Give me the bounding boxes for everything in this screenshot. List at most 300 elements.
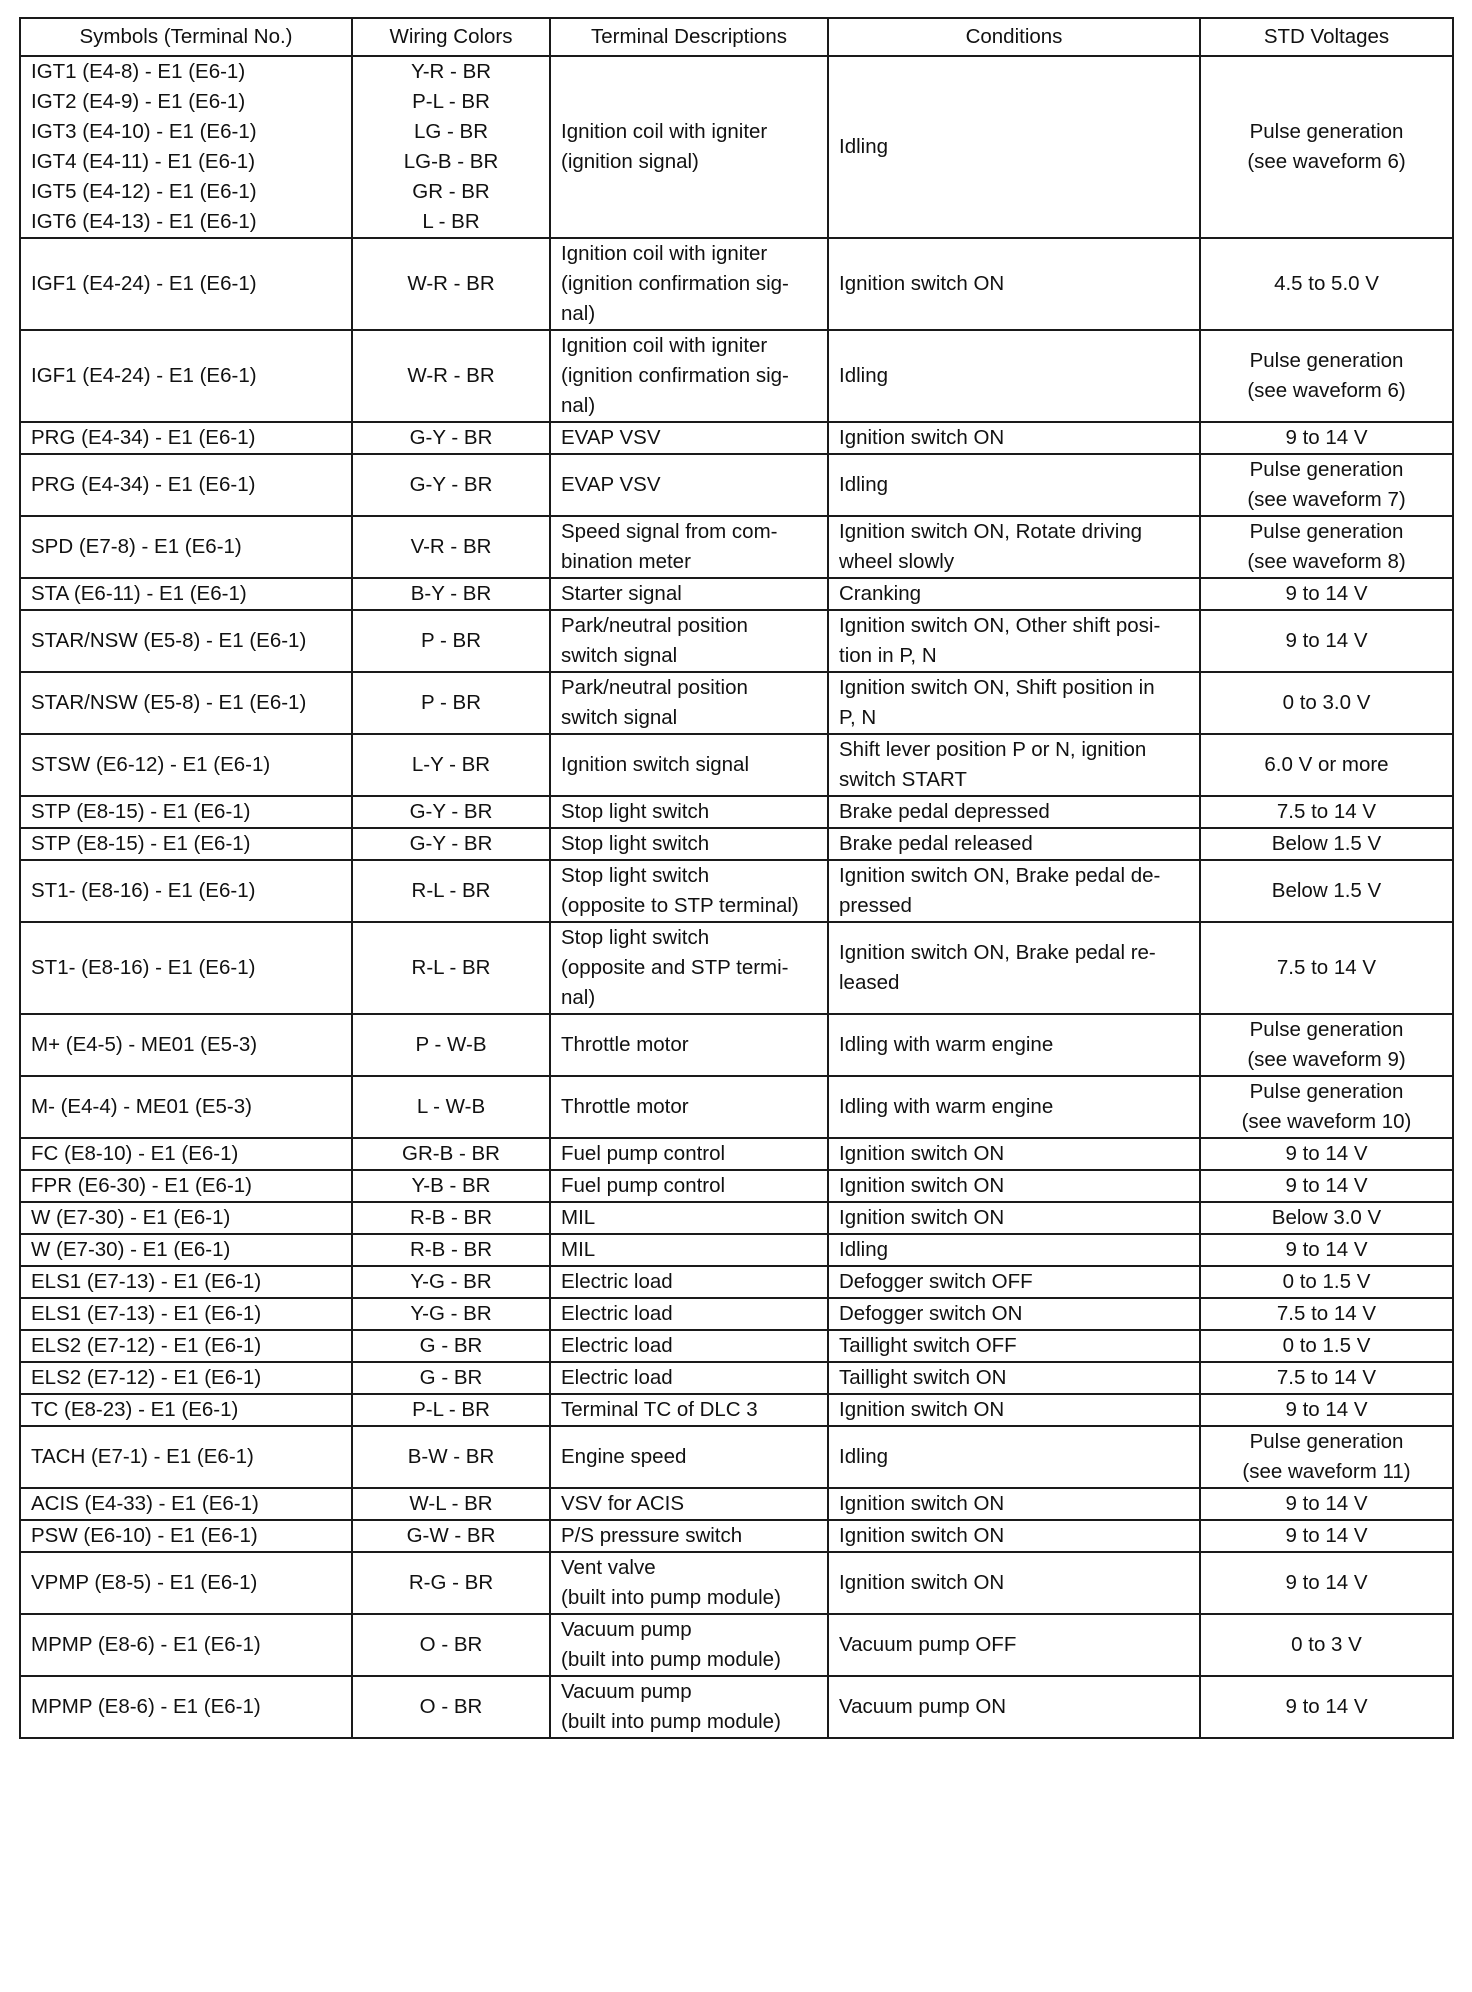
cell-wiring-color (352, 1394, 550, 1426)
cell-std-voltage (1200, 610, 1453, 672)
cell-terminal-description-line: MIL (561, 1238, 596, 1261)
cell-wiring-color (352, 454, 550, 516)
cell-symbol (20, 1614, 352, 1676)
header-symbols: Symbols (Terminal No.) (20, 18, 352, 56)
cell-symbol (20, 828, 352, 860)
cell-condition (828, 1266, 1200, 1298)
cell-terminal-description (550, 454, 828, 516)
cell-condition-line: Ignition switch ON, Brake pedal re- (839, 941, 1156, 964)
cell-condition-line: leased (839, 971, 900, 994)
cell-wiring-color-line: W-R - BR (407, 364, 495, 387)
cell-condition (828, 1488, 1200, 1520)
cell-terminal-description (550, 860, 828, 922)
cell-std-voltage (1200, 922, 1453, 1014)
cell-condition-line: Ignition switch ON (839, 1492, 1005, 1515)
cell-symbol (20, 238, 352, 330)
cell-terminal-description (550, 828, 828, 860)
header-std-voltages: STD Voltages (1200, 18, 1453, 56)
cell-std-voltage-line: 4.5 to 5.0 V (1274, 272, 1379, 295)
cell-condition-line: Ignition switch ON (839, 1174, 1005, 1197)
cell-wiring-color (352, 922, 550, 1014)
cell-symbol-line: FC (E8-10) - E1 (E6-1) (31, 1142, 239, 1165)
cell-std-voltage (1200, 1426, 1453, 1488)
cell-terminal-description-line: Engine speed (561, 1445, 687, 1468)
cell-std-voltage-line: 9 to 14 V (1285, 1174, 1368, 1197)
cell-symbol (20, 1076, 352, 1138)
cell-symbol (20, 1138, 352, 1170)
cell-std-voltage (1200, 1170, 1453, 1202)
cell-terminal-description (550, 1520, 828, 1552)
cell-symbol (20, 56, 352, 238)
cell-condition-line: Ignition switch ON (839, 1398, 1005, 1421)
cell-symbol (20, 1520, 352, 1552)
table-row (20, 1426, 1453, 1488)
cell-terminal-description-line: bination meter (561, 550, 691, 573)
cell-terminal-description-line: VSV for ACIS (561, 1492, 685, 1515)
cell-terminal-description-line: Starter signal (561, 582, 682, 605)
cell-std-voltage (1200, 1552, 1453, 1614)
table-row (20, 1014, 1453, 1076)
cell-wiring-color-line: P-L - BR (412, 90, 490, 113)
cell-symbol-line: PRG (E4-34) - E1 (E6-1) (31, 426, 256, 449)
cell-terminal-description-line: Ignition coil with igniter (561, 334, 768, 357)
cell-terminal-description-line: P/S pressure switch (561, 1524, 743, 1547)
table-row (20, 1202, 1453, 1234)
cell-std-voltage-line: 9 to 14 V (1285, 1695, 1368, 1718)
cell-terminal-description-line: Stop light switch (561, 800, 710, 823)
cell-std-voltage-line: (see waveform 9) (1247, 1048, 1406, 1071)
cell-symbol-line: ACIS (E4-33) - E1 (E6-1) (31, 1492, 259, 1515)
cell-symbol-line: ST1- (E8-16) - E1 (E6-1) (31, 879, 256, 902)
cell-condition-line: Idling with warm engine (839, 1033, 1054, 1056)
cell-std-voltage (1200, 516, 1453, 578)
cell-condition-line: Defogger switch OFF (839, 1270, 1033, 1293)
cell-wiring-color-line: Y-B - BR (411, 1174, 491, 1197)
cell-wiring-color-line: W-L - BR (409, 1492, 493, 1515)
cell-terminal-description-line: Throttle motor (561, 1095, 689, 1118)
cell-symbol-line: IGT1 (E4-8) - E1 (E6-1) (31, 60, 246, 83)
cell-condition (828, 56, 1200, 238)
cell-terminal-description-line: (opposite to STP terminal) (561, 894, 799, 917)
table-row (20, 828, 1453, 860)
cell-symbol (20, 1330, 352, 1362)
cell-symbol-line: M- (E4-4) - ME01 (E5-3) (31, 1095, 252, 1118)
cell-terminal-description-line: Ignition coil with igniter (561, 242, 768, 265)
cell-terminal-description-line: Vacuum pump (561, 1680, 692, 1703)
cell-terminal-description-line: EVAP VSV (561, 473, 661, 496)
cell-std-voltage-line: 9 to 14 V (1285, 582, 1368, 605)
cell-wiring-color (352, 672, 550, 734)
cell-symbol (20, 1170, 352, 1202)
cell-symbol (20, 578, 352, 610)
cell-wiring-color-line: GR-B - BR (402, 1142, 500, 1165)
cell-std-voltage (1200, 1138, 1453, 1170)
cell-condition-line: Vacuum pump ON (839, 1695, 1007, 1718)
cell-wiring-color-line: B-W - BR (407, 1445, 495, 1468)
cell-std-voltage (1200, 1234, 1453, 1266)
cell-wiring-color (352, 610, 550, 672)
cell-symbol (20, 1298, 352, 1330)
table-row (20, 1676, 1453, 1738)
cell-std-voltage-line: Pulse generation (1249, 520, 1404, 543)
cell-wiring-color-line: R-B - BR (410, 1206, 492, 1229)
cell-terminal-description (550, 422, 828, 454)
cell-terminal-description (550, 578, 828, 610)
cell-wiring-color (352, 1614, 550, 1676)
cell-terminal-description (550, 238, 828, 330)
cell-std-voltage-line: 7.5 to 14 V (1276, 1366, 1377, 1389)
cell-terminal-description (550, 796, 828, 828)
cell-symbol-line: IGT6 (E4-13) - E1 (E6-1) (31, 210, 257, 233)
cell-terminal-description (550, 1014, 828, 1076)
cell-terminal-description-line: (built into pump module) (561, 1586, 781, 1609)
table-row (20, 796, 1453, 828)
cell-std-voltage-line: Below 3.0 V (1271, 1206, 1382, 1229)
cell-terminal-description-line: nal) (561, 394, 596, 417)
cell-condition (828, 578, 1200, 610)
cell-symbol-line: PRG (E4-34) - E1 (E6-1) (31, 473, 256, 496)
cell-symbol (20, 1488, 352, 1520)
cell-wiring-color (352, 1266, 550, 1298)
cell-symbol-line: IGT5 (E4-12) - E1 (E6-1) (31, 180, 257, 203)
cell-wiring-color (352, 828, 550, 860)
cell-wiring-color-line: R-G - BR (408, 1571, 494, 1594)
cell-wiring-color (352, 1426, 550, 1488)
cell-terminal-description-line: Park/neutral position (561, 676, 748, 699)
cell-condition-line: switch START (839, 768, 967, 791)
header-conditions: Conditions (828, 18, 1200, 56)
cell-std-voltage-line: (see waveform 11) (1242, 1460, 1411, 1483)
cell-wiring-color (352, 1170, 550, 1202)
cell-wiring-color-line: G-Y - BR (409, 832, 493, 855)
cell-condition (828, 1330, 1200, 1362)
cell-condition (828, 1014, 1200, 1076)
cell-wiring-color-line: G - BR (419, 1334, 483, 1357)
cell-wiring-color-line: G - BR (419, 1366, 483, 1389)
table-row (20, 860, 1453, 922)
cell-terminal-description (550, 330, 828, 422)
cell-std-voltage (1200, 672, 1453, 734)
cell-condition-line: Ignition switch ON, Brake pedal de- (839, 864, 1161, 887)
cell-symbol-line: STAR/NSW (E5-8) - E1 (E6-1) (31, 629, 307, 652)
cell-symbol-line: ELS2 (E7-12) - E1 (E6-1) (31, 1334, 262, 1357)
cell-symbol-line: STSW (E6-12) - E1 (E6-1) (31, 753, 271, 776)
cell-symbol (20, 330, 352, 422)
cell-std-voltage-line: 7.5 to 14 V (1276, 800, 1377, 823)
cell-symbol (20, 860, 352, 922)
cell-wiring-color (352, 1202, 550, 1234)
cell-terminal-description (550, 610, 828, 672)
cell-wiring-color (352, 56, 550, 238)
cell-wiring-color (352, 796, 550, 828)
table-row (20, 454, 1453, 516)
cell-symbol-line: IGF1 (E4-24) - E1 (E6-1) (31, 364, 257, 387)
cell-terminal-description-line: (ignition confirmation sig- (561, 272, 789, 295)
cell-symbol-line: VPMP (E8-5) - E1 (E6-1) (31, 1571, 258, 1594)
cell-std-voltage (1200, 734, 1453, 796)
cell-wiring-color (352, 578, 550, 610)
cell-wiring-color (352, 1138, 550, 1170)
cell-symbol-line: W (E7-30) - E1 (E6-1) (31, 1238, 231, 1261)
cell-wiring-color (352, 1298, 550, 1330)
cell-wiring-color (352, 734, 550, 796)
cell-symbol (20, 1676, 352, 1738)
cell-condition-line: Idling (839, 1238, 889, 1261)
cell-std-voltage-line: 9 to 14 V (1285, 1398, 1368, 1421)
cell-std-voltage (1200, 828, 1453, 860)
cell-symbol-line: STP (E8-15) - E1 (E6-1) (31, 800, 251, 823)
cell-wiring-color-line: LG - BR (413, 120, 489, 143)
cell-terminal-description (550, 1676, 828, 1738)
cell-terminal-description-line: Ignition coil with igniter (561, 120, 768, 143)
cell-condition (828, 1076, 1200, 1138)
cell-symbol-line: IGT3 (E4-10) - E1 (E6-1) (31, 120, 257, 143)
cell-std-voltage-line: 9 to 14 V (1285, 426, 1368, 449)
cell-symbol (20, 1552, 352, 1614)
header-terminal-descriptions: Terminal Descriptions (550, 18, 828, 56)
cell-std-voltage (1200, 1298, 1453, 1330)
cell-std-voltage-line: Pulse generation (1249, 458, 1404, 481)
cell-condition-line: Ignition switch ON (839, 1142, 1005, 1165)
cell-std-voltage-line: 9 to 14 V (1285, 1238, 1368, 1261)
cell-symbol-line: STAR/NSW (E5-8) - E1 (E6-1) (31, 691, 307, 714)
table-row (20, 422, 1453, 454)
cell-std-voltage-line: (see waveform 10) (1241, 1110, 1412, 1133)
cell-condition (828, 330, 1200, 422)
cell-condition (828, 1552, 1200, 1614)
cell-condition (828, 672, 1200, 734)
cell-wiring-color-line: O - BR (419, 1633, 483, 1656)
table-row (20, 1362, 1453, 1394)
cell-symbol-line: TACH (E7-1) - E1 (E6-1) (31, 1445, 254, 1468)
table-row (20, 1138, 1453, 1170)
cell-std-voltage-line: 9 to 14 V (1285, 1492, 1368, 1515)
cell-condition (828, 1394, 1200, 1426)
cell-wiring-color-line: V-R - BR (410, 535, 492, 558)
cell-wiring-color (352, 1330, 550, 1362)
table-row (20, 238, 1453, 330)
cell-wiring-color-line: LG-B - BR (403, 150, 499, 173)
cell-condition-line: Idling (839, 364, 889, 387)
table-row (20, 1488, 1453, 1520)
cell-terminal-description-line: Electric load (561, 1366, 673, 1389)
cell-wiring-color-line: O - BR (419, 1695, 483, 1718)
cell-symbol (20, 1014, 352, 1076)
cell-std-voltage (1200, 1014, 1453, 1076)
table-row (20, 1298, 1453, 1330)
cell-terminal-description (550, 1234, 828, 1266)
table-row (20, 1394, 1453, 1426)
cell-symbol-line: STP (E8-15) - E1 (E6-1) (31, 832, 251, 855)
cell-terminal-description (550, 1266, 828, 1298)
cell-symbol-line: ELS2 (E7-12) - E1 (E6-1) (31, 1366, 262, 1389)
cell-terminal-description-line: EVAP VSV (561, 426, 661, 449)
cell-condition-line: Taillight switch OFF (839, 1334, 1017, 1357)
cell-symbol-line: IGF1 (E4-24) - E1 (E6-1) (31, 272, 257, 295)
cell-condition-line: Ignition switch ON (839, 1524, 1005, 1547)
cell-std-voltage-line: 6.0 V or more (1264, 753, 1389, 776)
cell-wiring-color-line: L - BR (422, 210, 480, 233)
table-row (20, 56, 1453, 238)
terminal-voltage-table-sheet (19, 17, 1454, 1739)
cell-condition (828, 1202, 1200, 1234)
cell-condition-line: Ignition switch ON, Other shift posi- (839, 614, 1161, 637)
table-row (20, 1170, 1453, 1202)
cell-std-voltage-line: Pulse generation (1249, 120, 1404, 143)
cell-wiring-color-line: P - BR (421, 629, 481, 652)
cell-terminal-description (550, 1202, 828, 1234)
cell-condition (828, 1138, 1200, 1170)
cell-terminal-description (550, 922, 828, 1014)
table-row (20, 516, 1453, 578)
cell-std-voltage-line: (see waveform 7) (1247, 488, 1406, 511)
cell-symbol (20, 610, 352, 672)
cell-wiring-color-line: G-Y - BR (409, 800, 493, 823)
cell-wiring-color-line: G-W - BR (406, 1524, 496, 1547)
cell-condition (828, 454, 1200, 516)
cell-std-voltage-line: 0 to 1.5 V (1282, 1270, 1371, 1293)
cell-wiring-color-line: W-R - BR (407, 272, 495, 295)
cell-wiring-color (352, 238, 550, 330)
cell-wiring-color (352, 422, 550, 454)
cell-terminal-description-line: MIL (561, 1206, 596, 1229)
cell-std-voltage-line: 9 to 14 V (1285, 1524, 1368, 1547)
cell-wiring-color (352, 1552, 550, 1614)
cell-condition-line: Cranking (839, 582, 922, 605)
cell-wiring-color-line: R-L - BR (411, 956, 491, 979)
table-row (20, 1076, 1453, 1138)
cell-condition-line: Ignition switch ON (839, 426, 1005, 449)
cell-terminal-description-line: nal) (561, 302, 596, 325)
table-body (20, 56, 1453, 1738)
cell-terminal-description-line: Stop light switch (561, 926, 710, 949)
cell-condition-line: Brake pedal released (839, 832, 1033, 855)
cell-symbol (20, 922, 352, 1014)
cell-std-voltage-line: Below 1.5 V (1271, 832, 1382, 855)
cell-wiring-color (352, 1362, 550, 1394)
cell-condition-line: Ignition switch ON (839, 1206, 1005, 1229)
cell-terminal-description-line: Vacuum pump (561, 1618, 692, 1641)
cell-terminal-description-line: Stop light switch (561, 864, 710, 887)
cell-terminal-description (550, 516, 828, 578)
cell-condition-line: Ignition switch ON, Shift position in (839, 676, 1155, 699)
cell-condition (828, 1676, 1200, 1738)
cell-terminal-description-line: Vent valve (561, 1556, 656, 1579)
cell-condition-line: pressed (839, 894, 912, 917)
cell-std-voltage-line: Pulse generation (1249, 1430, 1404, 1453)
table-row (20, 1330, 1453, 1362)
cell-symbol-line: SPD (E7-8) - E1 (E6-1) (31, 535, 242, 558)
cell-condition-line: Idling (839, 135, 889, 158)
cell-terminal-description-line: Stop light switch (561, 832, 710, 855)
cell-wiring-color (352, 1076, 550, 1138)
cell-std-voltage (1200, 796, 1453, 828)
cell-wiring-color (352, 860, 550, 922)
header-row (20, 18, 1453, 56)
cell-terminal-description-line: (ignition confirmation sig- (561, 364, 789, 387)
table-row (20, 1520, 1453, 1552)
header-wiring-colors: Wiring Colors (352, 18, 550, 56)
cell-terminal-description (550, 1138, 828, 1170)
table-row (20, 610, 1453, 672)
cell-terminal-description (550, 1394, 828, 1426)
cell-condition (828, 422, 1200, 454)
cell-std-voltage-line: Pulse generation (1249, 1018, 1404, 1041)
cell-std-voltage (1200, 1202, 1453, 1234)
cell-std-voltage (1200, 1614, 1453, 1676)
cell-std-voltage-line: Pulse generation (1249, 349, 1404, 372)
cell-condition-line: Ignition switch ON (839, 272, 1005, 295)
cell-std-voltage-line: 0 to 3 V (1291, 1633, 1362, 1656)
cell-std-voltage (1200, 1488, 1453, 1520)
cell-terminal-description-line: Electric load (561, 1302, 673, 1325)
cell-symbol (20, 422, 352, 454)
cell-symbol-line: FPR (E6-30) - E1 (E6-1) (31, 1174, 252, 1197)
cell-symbol-line: MPMP (E8-6) - E1 (E6-1) (31, 1633, 261, 1656)
cell-std-voltage-line: (see waveform 8) (1247, 550, 1406, 573)
cell-condition-line: Defogger switch ON (839, 1302, 1023, 1325)
table-row (20, 578, 1453, 610)
cell-terminal-description-line: (opposite and STP termi- (561, 956, 789, 979)
cell-wiring-color (352, 1488, 550, 1520)
cell-terminal-description (550, 1362, 828, 1394)
cell-terminal-description (550, 1330, 828, 1362)
cell-wiring-color-line: R-B - BR (410, 1238, 492, 1261)
cell-wiring-color (352, 1520, 550, 1552)
cell-symbol (20, 454, 352, 516)
cell-wiring-color (352, 1676, 550, 1738)
cell-terminal-description-line: Fuel pump control (561, 1174, 726, 1197)
cell-condition (828, 828, 1200, 860)
cell-std-voltage (1200, 1362, 1453, 1394)
cell-condition (828, 796, 1200, 828)
cell-terminal-description (550, 1426, 828, 1488)
cell-symbol-line: MPMP (E8-6) - E1 (E6-1) (31, 1695, 261, 1718)
cell-symbol-line: ELS1 (E7-13) - E1 (E6-1) (31, 1302, 262, 1325)
cell-symbol (20, 516, 352, 578)
cell-wiring-color-line: L - W-B (416, 1095, 486, 1118)
cell-condition-line: tion in P, N (839, 644, 937, 667)
cell-condition (828, 860, 1200, 922)
cell-symbol-line: M+ (E4-5) - ME01 (E5-3) (31, 1033, 258, 1056)
cell-wiring-color-line: G-Y - BR (409, 426, 493, 449)
cell-std-voltage (1200, 1266, 1453, 1298)
cell-terminal-description-line: Electric load (561, 1334, 673, 1357)
cell-wiring-color-line: R-L - BR (411, 879, 491, 902)
cell-wiring-color-line: Y-G - BR (410, 1302, 492, 1325)
cell-terminal-description (550, 1552, 828, 1614)
cell-std-voltage-line: Below 1.5 V (1271, 879, 1382, 902)
cell-terminal-description (550, 1614, 828, 1676)
cell-symbol (20, 1202, 352, 1234)
cell-terminal-description (550, 1488, 828, 1520)
cell-symbol (20, 1234, 352, 1266)
cell-std-voltage-line: 0 to 3.0 V (1282, 691, 1371, 714)
cell-wiring-color-line: B-Y - BR (410, 582, 492, 605)
cell-symbol (20, 1394, 352, 1426)
cell-terminal-description (550, 56, 828, 238)
cell-std-voltage-line: (see waveform 6) (1247, 379, 1406, 402)
cell-std-voltage (1200, 1330, 1453, 1362)
cell-std-voltage (1200, 578, 1453, 610)
cell-condition (828, 1234, 1200, 1266)
cell-wiring-color-line: GR - BR (412, 180, 490, 203)
cell-std-voltage (1200, 422, 1453, 454)
cell-std-voltage (1200, 1076, 1453, 1138)
cell-condition (828, 238, 1200, 330)
cell-terminal-description-line: switch signal (561, 706, 678, 729)
cell-std-voltage (1200, 330, 1453, 422)
